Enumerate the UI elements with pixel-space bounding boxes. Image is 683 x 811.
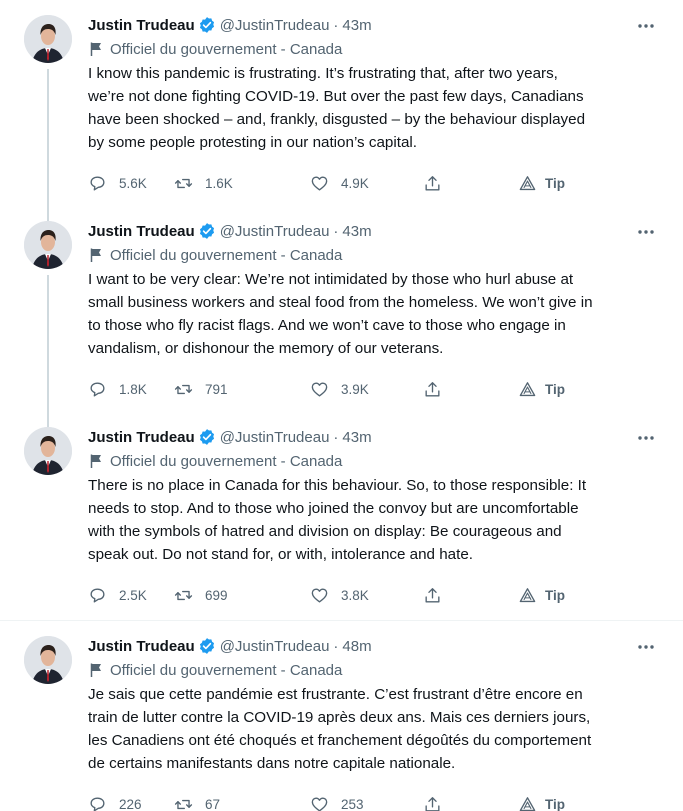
government-label <box>88 245 342 265</box>
timestamp[interactable]: 48m <box>342 637 372 655</box>
like-count: 253 <box>341 796 364 811</box>
retweet-count: 699 <box>205 587 228 603</box>
author-handle[interactable]: @JustinTrudeau <box>219 428 330 446</box>
reply-icon <box>88 174 107 193</box>
tweet-text <box>88 62 658 154</box>
reply-icon <box>88 380 107 399</box>
share-icon <box>423 795 442 811</box>
author-handle[interactable]: @JustinTrudeau <box>219 637 330 655</box>
heart-icon <box>310 174 329 193</box>
like-count: 3.9K <box>341 381 369 397</box>
like-button[interactable] <box>310 377 369 401</box>
government-label <box>88 451 342 471</box>
tweet-text-line: we’re not done fighting COVID-19. But over the past few days, Canadians <box>88 88 584 105</box>
author-name[interactable]: Justin Trudeau <box>88 16 195 34</box>
government-label-text: Officiel du gouvernement - Canada <box>110 246 343 264</box>
thread-line <box>47 69 49 219</box>
flag-icon <box>88 453 104 469</box>
tweet-text-line: Je sais que cette pandémie est frustrante. C’est frustrant d’être encore en <box>88 686 583 703</box>
government-label-text: Officiel du gouvernement - Canada <box>110 661 343 679</box>
tweet-text-line: by some people protesting in our nation’s capital. <box>88 134 417 151</box>
share-button[interactable] <box>423 792 454 811</box>
tweet-text-line: I want to be very clear: We’re not intimidated by those who hurl abuse at <box>88 271 574 288</box>
tweet-text-line: les Canadiens ont été choqués et franchement dégoûtés du comportement <box>88 732 592 749</box>
tweet-header <box>88 15 372 35</box>
government-label <box>88 39 342 59</box>
tip-icon <box>518 586 537 605</box>
more-icon[interactable] <box>636 431 656 445</box>
thread-line <box>47 275 49 425</box>
timestamp[interactable]: 43m <box>342 222 372 240</box>
tweet-text-line: have been shocked – and, frankly, disgusted – by the behaviour displayed <box>88 111 586 128</box>
tweet-text-line: with the symbols of hatred and division on display: Be courageous and <box>88 523 562 540</box>
tweet-text-line: There is no place in Canada for this behaviour. So, to those responsible: It <box>88 477 587 494</box>
retweet-icon <box>174 174 193 193</box>
verified-badge-icon <box>198 428 216 446</box>
reply-button[interactable] <box>88 792 142 811</box>
share-button[interactable] <box>423 377 454 401</box>
more-icon[interactable] <box>636 19 656 33</box>
reply-icon <box>88 586 107 605</box>
tweet-text-line: needs to stop. And to those who joined the convoy but are uncomfortable <box>88 500 579 517</box>
heart-icon <box>310 380 329 399</box>
retweet-count: 1.6K <box>205 175 233 191</box>
reply-count: 2.5K <box>119 587 147 603</box>
avatar[interactable] <box>24 636 72 684</box>
tweet-text-line: vandalism, or dishonour the memory of our veterans. <box>88 340 444 357</box>
retweet-button[interactable] <box>174 583 228 607</box>
reply-button[interactable] <box>88 377 147 401</box>
author-name[interactable]: Justin Trudeau <box>88 222 195 240</box>
tip-button[interactable] <box>518 171 565 195</box>
avatar[interactable] <box>24 221 72 269</box>
tweet-text-line: train de lutter contre la COVID-19 après deux ans. Mais ces derniers jours, <box>88 709 591 726</box>
more-icon[interactable] <box>636 225 656 239</box>
retweet-icon <box>174 380 193 399</box>
retweet-button[interactable] <box>174 377 228 401</box>
tweet-header <box>88 221 372 241</box>
reply-button[interactable] <box>88 583 147 607</box>
tip-label: Tip <box>545 796 565 811</box>
like-button[interactable] <box>310 583 369 607</box>
retweet-icon <box>174 586 193 605</box>
retweet-count: 67 <box>205 796 221 811</box>
tweet-text <box>88 683 658 775</box>
reply-count: 1.8K <box>119 381 147 397</box>
divider <box>0 620 683 621</box>
timestamp[interactable]: 43m <box>342 428 372 446</box>
separator-dot: · <box>333 637 339 655</box>
tweet-actions <box>88 171 578 195</box>
avatar[interactable] <box>24 15 72 63</box>
like-count: 3.8K <box>341 587 369 603</box>
more-icon[interactable] <box>636 640 656 654</box>
tweet-header <box>88 427 372 447</box>
tweet-header <box>88 636 372 656</box>
tweet-text-line: de certains manifestants dans notre capitale nationale. <box>88 755 456 772</box>
verified-badge-icon <box>198 222 216 240</box>
flag-icon <box>88 41 104 57</box>
tip-button[interactable] <box>518 583 565 607</box>
tweet-text <box>88 474 658 566</box>
tweet-actions <box>88 792 578 811</box>
share-icon <box>423 586 442 605</box>
tweet[interactable] <box>0 427 683 617</box>
heart-icon <box>310 795 329 811</box>
author-name[interactable]: Justin Trudeau <box>88 637 195 655</box>
author-handle[interactable]: @JustinTrudeau <box>219 16 330 34</box>
reply-button[interactable] <box>88 171 147 195</box>
government-label-text: Officiel du gouvernement - Canada <box>110 40 343 58</box>
tweet[interactable] <box>0 15 683 215</box>
retweet-button[interactable] <box>174 792 220 811</box>
tweet-text-line: I know this pandemic is frustrating. It’s frustrating that, after two years, <box>88 65 558 82</box>
tweet[interactable] <box>0 221 683 421</box>
verified-badge-icon <box>198 16 216 34</box>
separator-dot: · <box>333 16 339 34</box>
tip-icon <box>518 174 537 193</box>
tip-label: Tip <box>545 175 565 191</box>
tip-label: Tip <box>545 381 565 397</box>
share-icon <box>423 380 442 399</box>
retweet-count: 791 <box>205 381 228 397</box>
timestamp[interactable]: 43m <box>342 16 372 34</box>
flag-icon <box>88 662 104 678</box>
avatar[interactable] <box>24 427 72 475</box>
tip-button[interactable] <box>518 377 565 401</box>
heart-icon <box>310 586 329 605</box>
author-handle[interactable]: @JustinTrudeau <box>219 222 330 240</box>
like-count: 4.9K <box>341 175 369 191</box>
tip-label: Tip <box>545 587 565 603</box>
share-button[interactable] <box>423 583 454 607</box>
reply-count: 226 <box>119 796 142 811</box>
tweet-text-line: small business workers and steal food from the homeless. We won’t give in <box>88 294 593 311</box>
reply-count: 5.6K <box>119 175 147 191</box>
tweet-text-line: to those who fly racist flags. And we won’t cave to those who engage in <box>88 317 566 334</box>
flag-icon <box>88 247 104 263</box>
tweet-text-line: speak out. Do not stand for, or with, intolerance and hate. <box>88 546 473 563</box>
like-button[interactable] <box>310 792 364 811</box>
separator-dot: · <box>333 222 339 240</box>
tip-icon <box>518 795 537 811</box>
tweet[interactable] <box>0 636 683 811</box>
retweet-button[interactable] <box>174 171 233 195</box>
reply-icon <box>88 795 107 811</box>
retweet-icon <box>174 795 193 811</box>
tweet-actions <box>88 377 578 401</box>
government-label <box>88 660 342 680</box>
like-button[interactable] <box>310 171 369 195</box>
tip-icon <box>518 380 537 399</box>
tip-button[interactable] <box>518 792 565 811</box>
share-button[interactable] <box>423 171 454 195</box>
separator-dot: · <box>333 428 339 446</box>
author-name[interactable]: Justin Trudeau <box>88 428 195 446</box>
verified-badge-icon <box>198 637 216 655</box>
tweet-actions <box>88 583 578 607</box>
tweet-text <box>88 268 658 360</box>
government-label-text: Officiel du gouvernement - Canada <box>110 452 343 470</box>
share-icon <box>423 174 442 193</box>
